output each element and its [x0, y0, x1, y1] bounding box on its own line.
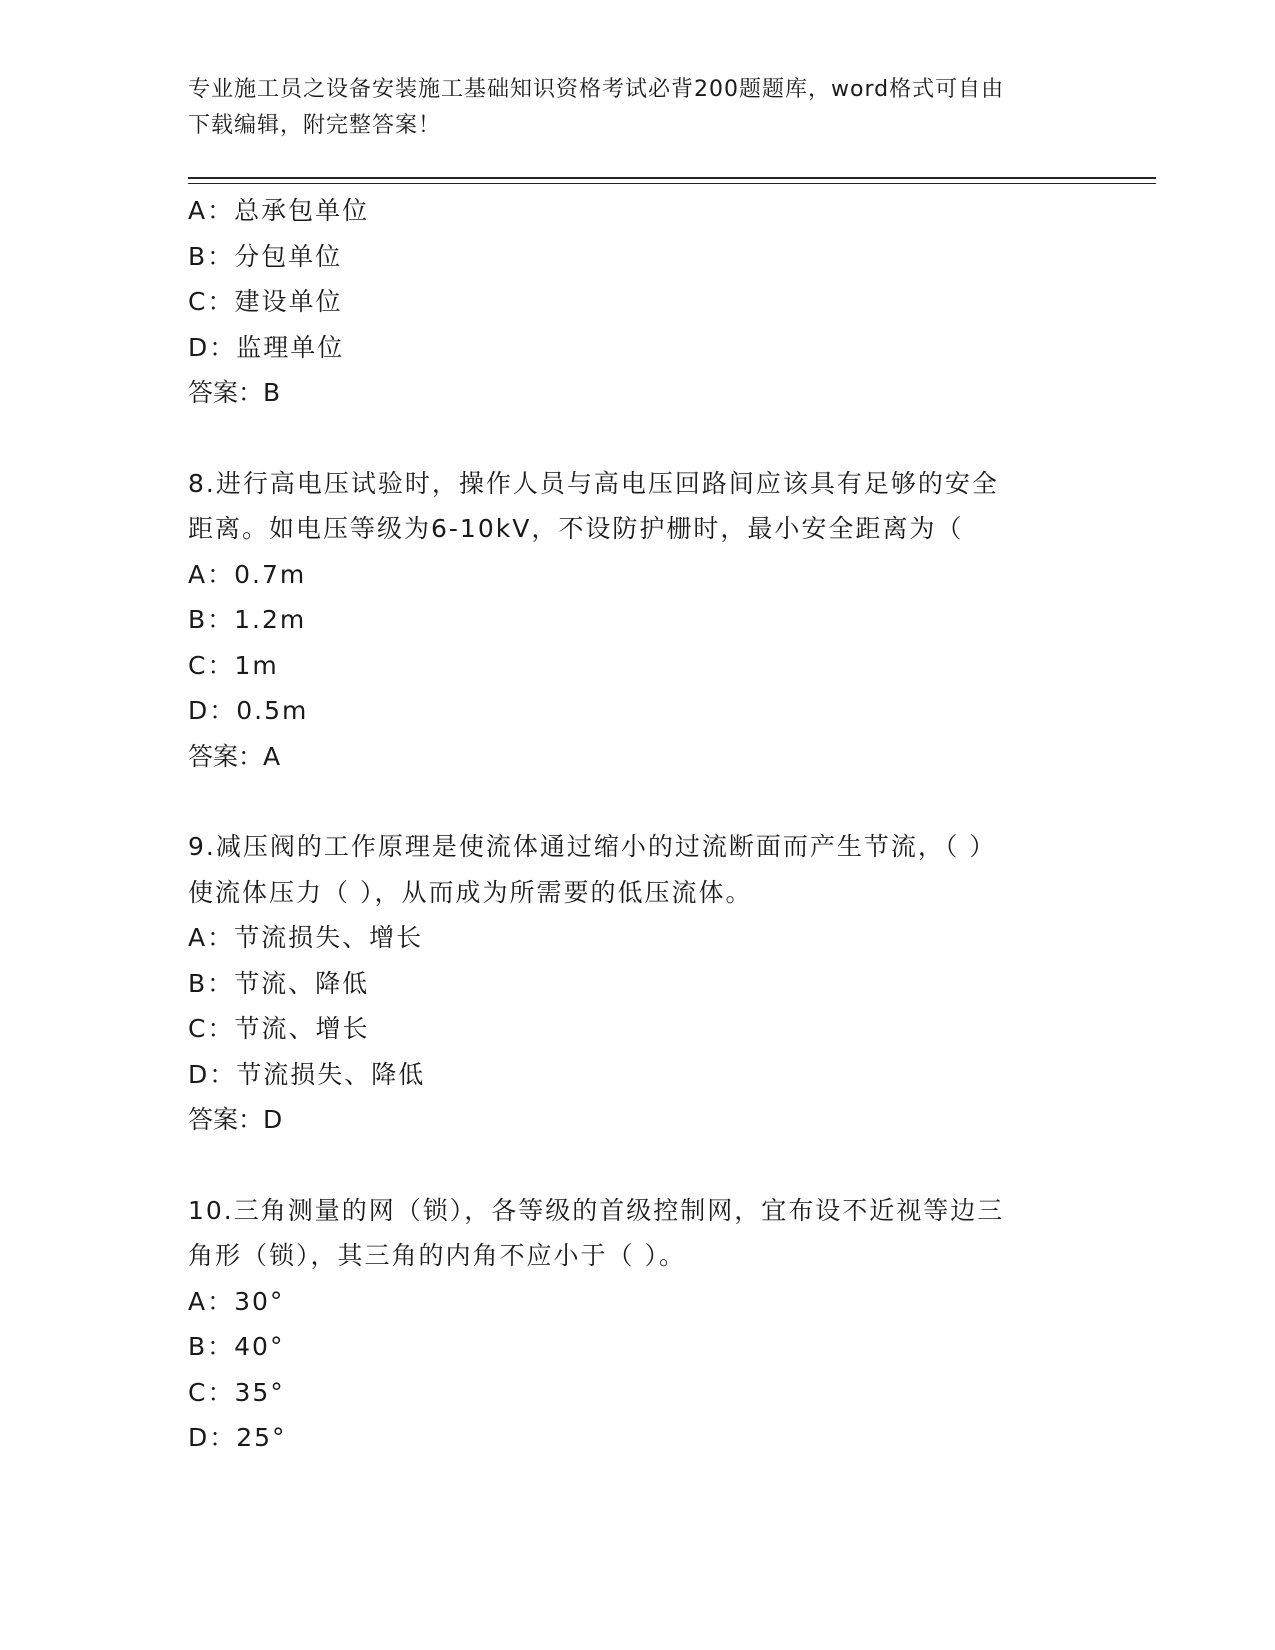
document-header [188, 72, 1088, 144]
question-text-line: 角形（锁），其三角的内角不应小于（ ）。 [188, 1241, 686, 1270]
option-c: C：节流、增长 [188, 1014, 370, 1043]
answer: 答案：B [188, 378, 281, 407]
question-block-8 [188, 461, 1088, 780]
header-line-1: 专业施工员之设备安装施工基础知识资格考试必背200题题库，word格式可自由 [188, 77, 1005, 102]
question-list [188, 188, 1088, 1461]
header-divider-thick [188, 177, 1156, 179]
option-a: A：30° [188, 1286, 285, 1316]
question-text-line: 8.进行高电压试验时，操作人员与高电压回路间应该具有足够的安全 [188, 468, 999, 498]
option-c: C：建设单位 [188, 287, 343, 316]
option-b: B：1.2m [188, 605, 307, 634]
option-a: A：总承包单位 [188, 196, 370, 225]
option-d: D：监理单位 [188, 332, 345, 362]
answer: 答案：A [188, 741, 281, 771]
option-b: B：节流、降低 [188, 968, 370, 998]
question-text-line: 使流体压力（ ），从而成为所需要的低压流体。 [188, 877, 753, 907]
question-block-10 [188, 1188, 1088, 1461]
question-block-continued [188, 188, 1088, 416]
option-d: D：25° [188, 1423, 287, 1452]
question-block-9 [188, 824, 1088, 1143]
option-d: D：0.5m [188, 696, 309, 725]
option-b: B：分包单位 [188, 241, 343, 271]
option-a: A：0.7m [188, 559, 307, 589]
option-c: C：1m [188, 650, 279, 680]
header-line-2: 下载编辑，附完整答案！ [188, 113, 442, 138]
option-b: B：40° [188, 1332, 285, 1361]
answer: 答案：D [188, 1105, 283, 1134]
option-d: D：节流损失、降低 [188, 1059, 426, 1089]
question-text-line: 9.减压阀的工作原理是使流体通过缩小的过流断面而产生节流，（ ） [188, 832, 997, 861]
question-text-line: 距离。如电压等级为6-10kV，不设防护栅时，最小安全距离为（ [188, 514, 964, 543]
header-divider-thin [188, 183, 1156, 184]
option-a: A：节流损失、增长 [188, 923, 424, 952]
option-c: C：35° [188, 1377, 285, 1407]
question-text-line: 10.三角测量的网（锁），各等级的首级控制网，宜布设不近视等边三 [188, 1195, 1005, 1225]
